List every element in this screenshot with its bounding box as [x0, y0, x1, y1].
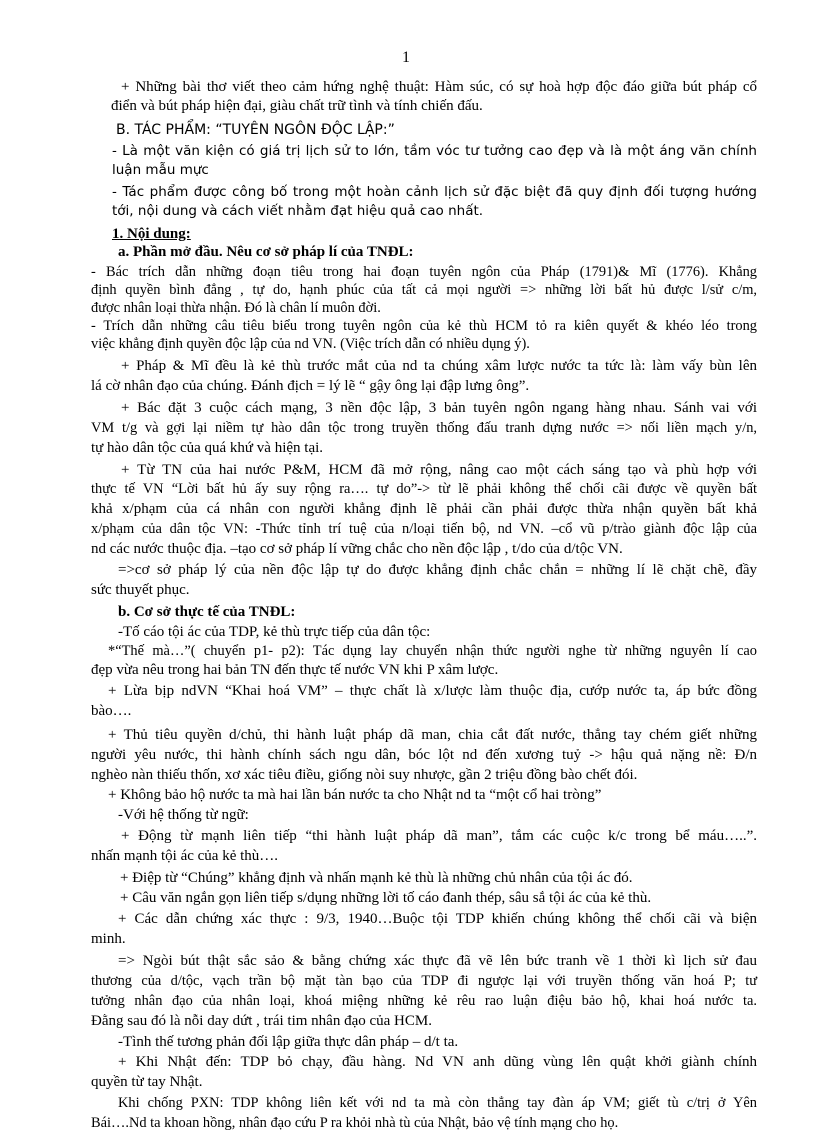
text-line: minh.: [91, 931, 126, 947]
text-line: luận mẫu mực: [112, 162, 209, 178]
text-line: *“Thế mà…”( chuyển p1- p2): Tác dụng lay chuyển nhận thức người nghe từ những nguyên lí cao: [108, 643, 757, 659]
text-line: + Điệp từ “Chúng” khẳng định và nhấn mạnh kẻ thù là những chủ nhân của tội ác đó.: [120, 870, 633, 886]
text-line: + Pháp & Mĩ đều là kẻ thù trước mắt của nd ta chúng xâm lược nước ta tức là: làm vấy bùn lên: [121, 358, 757, 374]
text-line: -Tình thế tương phản đối lập giữa thực dân pháp – d/t ta.: [118, 1034, 459, 1050]
text-line: + Khi Nhật đến: TDP bỏ chạy, đầu hàng. Nd VN anh dũng vùng lên quật khởi giành chính: [118, 1054, 757, 1070]
text-line: người yêu nước, thi hành chính sách ngu dân, bóc lột nd đến xương tuỷ -> hậu quả nặng nề: Đ/n: [91, 747, 757, 763]
text-line: thương của d/tộc, vạch trần bộ mặt tàn bạo của TDP đi ngược lại với truyền thống văn hoá P; tư: [91, 973, 757, 989]
text-line: + Những bài thơ viết theo cảm hứng nghệ thuật: Hàm súc, có sự hoà hợp độc đáo giữa bút pháp cổ: [121, 79, 757, 95]
text-line: Bái….Nd ta khoan hồng, nhân đạo cứu P ra khỏi nhà tù của Nhật, bảo vệ tính mạng cho họ.: [91, 1115, 619, 1131]
subsection-heading: a. Phần mở đầu. Nêu cơ sở pháp lí của TNĐL:: [118, 244, 414, 260]
text-line: VM t/g và gợi lại niềm tự hào dân tộc trong truyền thống đấu tranh dựng nước => nối liền mạch y/n,: [91, 420, 757, 436]
page-number: 1: [402, 49, 410, 66]
text-line: tới, nội dung và cách viết nhằm đạt hiệu quả cao nhất.: [112, 203, 484, 219]
text-line: điển và bút pháp hiện đại, giàu chất trữ tình và tính chiến đấu.: [111, 98, 483, 114]
text-line: + Từ TN của hai nước P&M, HCM đã mở rộng, nâng cao một cách sáng tạo và phù hợp với: [121, 462, 757, 478]
text-line: sức thuyết phục.: [91, 582, 190, 598]
text-line: + Thủ tiêu quyền d/chủ, thi hành luật pháp dã man, chia cắt đất nước, thẳng tay chém giết những: [108, 727, 757, 743]
text-line: + Lừa bịp ndVN “Khai hoá VM” – thực chất là x/lược làm thuộc địa, cướp nước ta, áp bức đồng: [108, 683, 757, 699]
text-line: =>cơ sở pháp lý của nền độc lập tự do được khẳng định chắc chắn = những lí lẽ chặt chẽ, đầy: [118, 562, 757, 578]
text-line: + Các dẫn chứng xác thực : 9/3, 1940…Buộc tội TDP khiến chúng không thể chối cãi và biện: [118, 911, 757, 927]
subsection-heading: b. Cơ sở thực tế của TNĐL:: [118, 604, 296, 620]
text-line: nghèo nàn thiếu thốn, xơ xác tiêu điều, giống nòi suy nhược, gần 2 triệu đồng bào chết đói.: [91, 767, 638, 783]
text-line: Khi chống PXN: TDP không liên kết với nd ta mà còn thẳng tay đàn áp VM; giết tù c/trị ở Yên: [118, 1095, 757, 1111]
text-line: x/phạm của dân tộc VN: -Thức tỉnh trí tuệ của n/loại tiến bộ, nd VN. –cổ vũ p/trào giành độc lập của: [91, 521, 757, 537]
text-line: => Ngòi bút thật sắc sảo & bằng chứng xác thực đã vẽ lên bức tranh về 1 thời kì lịch sử đau: [118, 953, 757, 969]
text-line: lá cờ nhân đạo của chúng. Đánh địch = lý lẽ “ gậy ông lại đập lưng ông”.: [91, 378, 530, 394]
text-line: tưởng nhân đạo của nhân loại, khoá miệng những kẻ rêu rao luận điệu bảo hộ, khai hoá nước ta.: [91, 993, 757, 1009]
text-line: -Với hệ thống từ ngữ:: [118, 807, 249, 823]
text-line: tự hào dân tộc của quá khứ và hiện tại.: [91, 440, 324, 456]
text-line: khả x/phạm của cá nhân con người khẳng định lẽ phải cần phải được thừa nhận quyền bất khả: [91, 501, 757, 517]
text-line: được nhân loại thừa nhận. Đó là chân lí muôn đời.: [91, 300, 381, 316]
text-line: + Câu văn ngắn gọn liên tiếp s/dụng những lời tố cáo đanh thép, sâu sắ tội ác của kẻ thù.: [120, 890, 652, 906]
text-line: Đằng sau đó là nỗi day dứt , trái tim nhân đạo của HCM.: [91, 1013, 432, 1029]
text-line: - Bác trích dẫn những đoạn tiêu trong hai đoạn tuyên ngôn của Pháp (1791)& Mĩ (1776). Khẳng: [91, 264, 757, 280]
text-line: đẹp vừa nêu trong hai bản TN đến thực tế nước VN khi P xâm lược.: [91, 662, 499, 678]
text-line: - Tác phẩm được công bố trong một hoàn cảnh lịch sử đặc biệt đã quy định đối tượng hướng: [112, 184, 757, 200]
text-line: bào….: [91, 703, 132, 719]
text-line: nhấn mạnh tội ác của kẻ thù….: [91, 848, 279, 864]
text-line: - Là một văn kiện có giá trị lịch sử to lớn, tầm vóc tư tưởng cao đẹp và là một áng văn chính: [112, 143, 757, 159]
text-line: định quyền bình đẳng , tự do, hạnh phúc của tất cả mọi người => những lời bất hủ được l/sử c/m,: [91, 282, 757, 298]
text-line: nd các nước thuộc địa. –tạo cơ sở pháp lí vững chắc cho nền độc lập , t/do của d/tộc VN.: [91, 541, 623, 557]
text-line: + Không bảo hộ nước ta mà hai lần bán nước ta cho Nhật nd ta “một cổ hai tròng”: [108, 787, 602, 803]
section-heading: B. TÁC PHẨM: “TUYÊN NGÔN ĐỘC LẬP:”: [116, 122, 395, 138]
subsection-heading: 1. Nội dung:: [112, 226, 191, 242]
text-line: thực tế VN “Lời bất hủ ấy suy rộng ra…. tự do”-> từ lẽ phải không thể chối cãi được về quyền bất: [91, 481, 757, 497]
text-line: + Động từ mạnh liên tiếp “thi hành luật pháp dã man”, tắm các cuộc k/c trong bể máu…..”.: [121, 828, 757, 844]
text-line: việc khẳng định quyền độc lập của nd VN. (Việc trích dẫn có nhiều dụng ý).: [91, 336, 530, 352]
text-line: -Tố cáo tội ác của TDP, kẻ thù trực tiếp của dân tộc:: [118, 624, 431, 640]
text-line: quyền từ tay Nhật.: [91, 1074, 203, 1090]
text-line: - Trích dẫn những câu tiêu biểu trong tuyên ngôn của kẻ thù HCM tỏ ra kiên quyết & khéo léo trong: [91, 318, 757, 334]
text-line: + Bác đặt 3 cuộc cách mạng, 3 nền độc lập, 3 bản tuyên ngôn ngang hàng nhau. Sánh vai với: [121, 400, 757, 416]
